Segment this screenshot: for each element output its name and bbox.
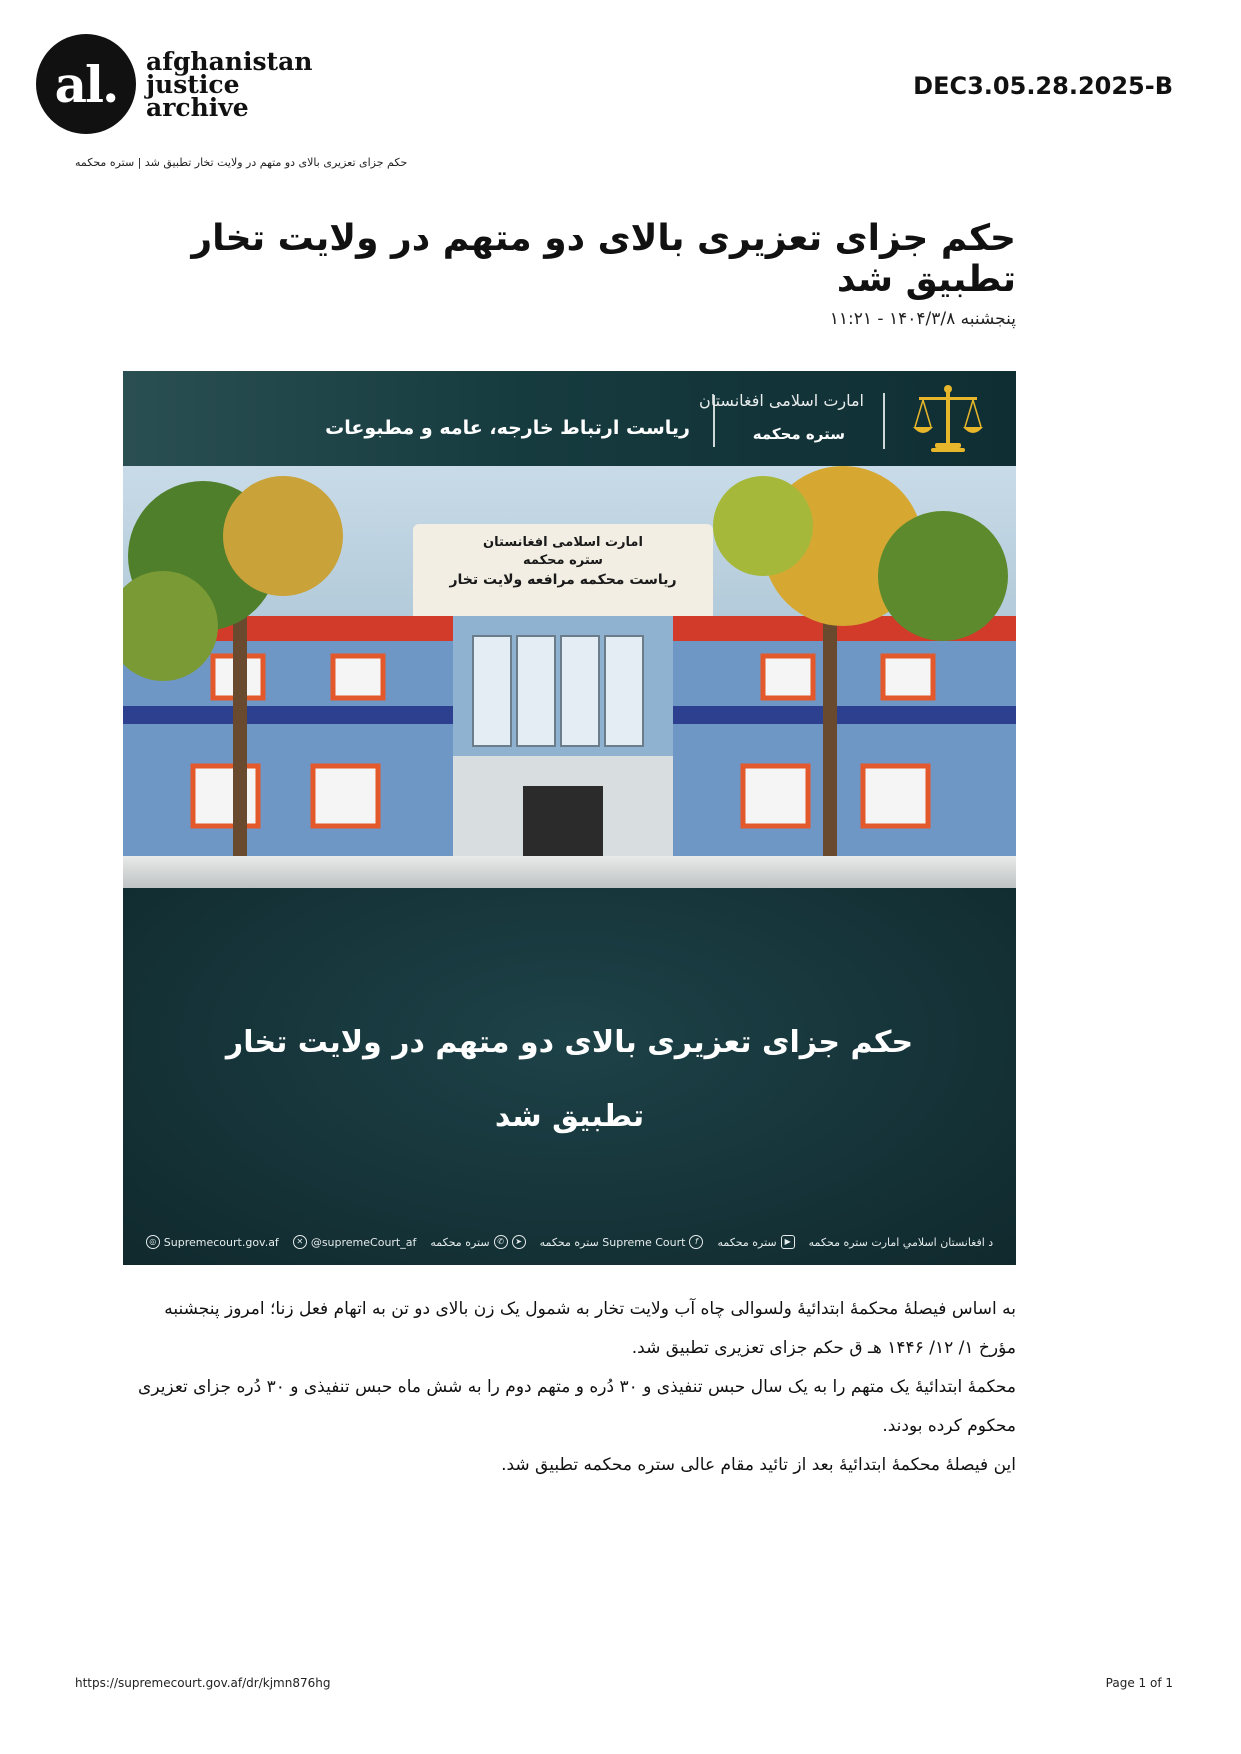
source-url: https://supremecourt.gov.af/dr/kjmn876hg [75,1676,331,1690]
banner-org-name: ستره محکمه [752,425,845,443]
archive-logo [36,34,312,134]
footer-facebook: f Supreme Court ستره محکمه [540,1235,704,1249]
banner-social-footer [123,1235,1016,1249]
logo-line-1: afghanistan [146,46,313,76]
logo-line-2: justice [146,69,240,99]
article-title: حکم جزای تعزیری بالای دو متهم در ولایت تخار تطبیق شد [191,218,1016,300]
article-paragraph-3: این فیصلۀ محکمۀ ابتدائیۀ بعد از تائید مقام عالی ستره محکمه تطبیق شد. [501,1455,1016,1475]
sign-line-3: ریاست محکمه مرافعه ولایت تخار [449,572,677,588]
logo-wordmark [146,46,313,122]
logo-line-3: archive [146,92,249,122]
banner-header [123,371,1016,466]
footer-youtube: ▶ ستره محکمه [717,1235,794,1249]
banner-divider-strip [123,856,1016,888]
sign-line-1: امارت اسلامی افغانستان [483,535,643,550]
globe-icon: ◎ [146,1235,160,1249]
youtube-icon: ▶ [781,1235,795,1249]
banner-headline-line-2: تطبیق شد [494,1099,645,1134]
court-building-photo [123,466,1016,856]
court-building-illustration [123,466,1016,856]
article-date: پنجشنبه ۱۴۰۴/۳/۸ - ۱۱:۲۱ [829,309,1016,329]
x-icon: ✕ [293,1235,307,1249]
telegram-icon: ➤ [512,1235,526,1249]
banner-headline-line-1: حکم جزای تعزیری بالای دو متهم در ولایت تخار [225,1025,914,1060]
article-banner-image [123,371,1016,1265]
page-breadcrumb: حکم جزای تعزیری بالای دو متهم در ولایت تخار تطبیق شد | ستره محکمه [75,156,408,169]
article-paragraph-1: به اساس فیصلۀ محکمۀ ابتدائیۀ ولسوالی چاه آب ولایت تخار به شمول یک زن بالای دو تن به اتهام فعل زنا؛ امروز پنجشنبه مؤرخ ۱/ ۱۲/ ۱۴۴۶ هـ ق حکم جزای تعزیری تطبیق شد. [164,1299,1016,1358]
whatsapp-icon: ✆ [494,1235,508,1249]
article-body [123,1290,1016,1485]
sign-line-2: ستره محکمه [523,553,603,568]
footer-x: ✕ @supremeCourt_af [293,1235,417,1249]
facebook-icon: f [689,1235,703,1249]
banner-headline-panel [123,888,1016,1265]
footer-pashto: د افغانستان اسلامي امارت ستره محکمه [808,1235,994,1249]
banner-department: ریاست ارتباط خارجه، عامه و مطبوعات [325,417,690,439]
footer-web: ◎ Supremecourt.gov.af [146,1235,279,1249]
banner-headline [183,1006,956,1154]
logo-mark: al. [36,34,136,134]
article-paragraph-2: محکمۀ ابتدائیۀ یک متهم را به یک سال حبس تنفیذی و ۳۰ دُره و متهم دوم را به شش ماه حبس تنفیذی و ۳۰ دُره جزای تعزیری محکوم کرده بودند. [138,1377,1016,1436]
footer-telegram: ➤ ✆ ستره محکمه [430,1235,525,1249]
document-id: DEC3.05.28.2025-B [913,72,1173,100]
scales-of-justice-icon [909,381,987,459]
banner-org-calligraphy: امارت اسلامی افغانستان [698,391,864,410]
page-number: Page 1 of 1 [1105,1676,1173,1690]
banner-divider-2 [883,393,885,449]
